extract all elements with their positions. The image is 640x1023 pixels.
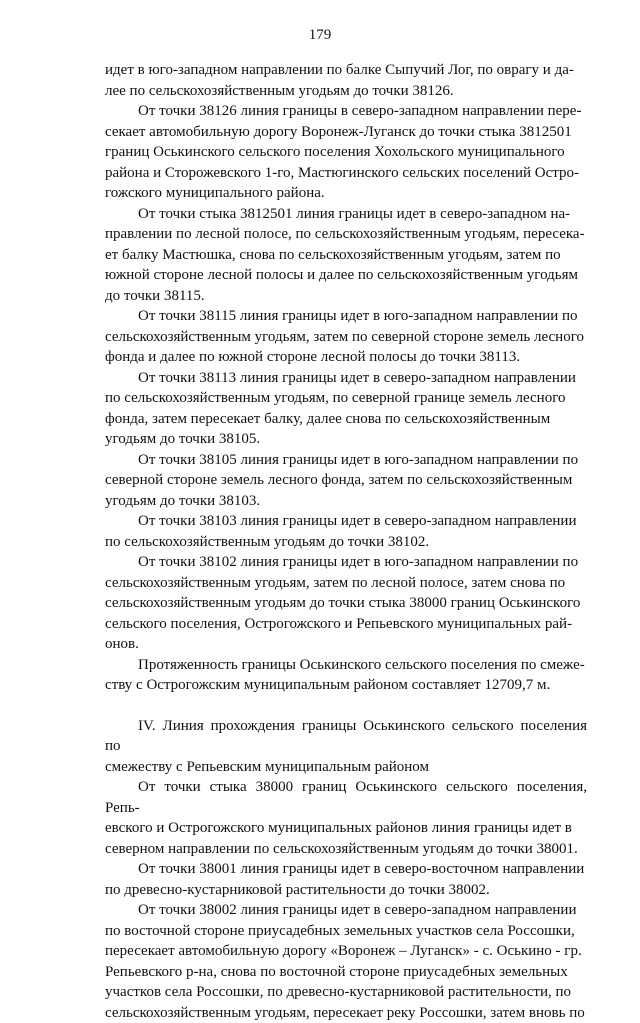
paragraph: От точки 38105 линия границы идет в юго-западном направлении по северной стороне земель лесного фонда, затем по сельскохозяйственным угодьям до точки 38103. <box>105 451 579 509</box>
paragraph: От точки 38103 линия границы идет в северо-западном направлении по сельскохозяйственным угодьям до точки 38102. <box>105 513 577 550</box>
document-body <box>105 60 587 1023</box>
paragraph: идет в юго-западном направлении по балке Сыпучий Лог, по оврагу и да- лее по сельскохозяйственным угодьям до точки 38126. <box>105 62 574 99</box>
paragraph: От точки 38126 линия границы в северо-западном направлении пере- секает автомобильную дорогу Воронеж-Луганск до точки стыка 3812501 границ Оськинского сельского поселения Хохольского муниципального района и Сторожевского 1-го, Мастюгинского сельских поселений Остро- гожского муниципального района. <box>105 103 582 201</box>
page-number: 179 <box>308 27 332 43</box>
paragraph: От точки 38001 линия границы идет в северо-восточном направлении по древесно-кустарниковой растительности до точки 38002. <box>105 861 585 898</box>
paragraph: От точки 38115 линия границы идет в юго-западном направлении по сельскохозяйственным угодьям, затем по северной стороне земель лесного фонда и далее по южной стороне лесной полосы до точки 38113. <box>105 308 584 365</box>
section-heading: IV. Линия прохождения границы Оськинского сельского поселения по смежеству с Репьевским муниципальным районом <box>105 717 587 775</box>
paragraph: От точки стыка 3812501 линия границы идет в северо-западном на- правлении по лесной полосе, по сельскохозяйственным угодьям, пересека- ет балку Мастюшка, снова по сельскохозяйственным угодьям, затем по южной стороне лесной полосы и далее по сельскохозяйственным угодьям до точки 38115. <box>105 205 585 304</box>
paragraph: От точки 38002 линия границы идет в северо-западном направлении по восточной стороне приусадебных земельных участков села Россошки, пересекает автомобильную дорогу «Воронеж – Луганск» - с. Оськино - гр. Репьевского р-на, снова по восточной стороне приусадебных земельных участков села Россошки, по древесно-кустарниковой растительности, по сельскохозяйственным угодьям, пересекает реку Россошки, затем вновь по <box>105 902 585 1021</box>
paragraph: От точки 38113 линия границы идет в северо-западном направлении по сельскохозяйственным угодьям, по северной границе земель лесного фонда, затем пересекает балку, далее снова по сельскохозяйственным угодьям до точки 38105. <box>105 369 576 447</box>
paragraph: От точки 38102 линия границы идет в юго-западном направлении по сельскохозяйственным угодьям, затем по лесной полосе, затем снова по сельскохозяйственным угодьям до точки стыка 38000 границ Оськинского сельского поселения, Острогожского и Репьевского муниципальных рай- онов. <box>105 554 581 652</box>
paragraph: Протяженность границы Оськинского сельского поселения по смеже- ству с Острогожским муниципальным районом составляет 12709,7 м. <box>105 656 585 693</box>
paragraph: От точки стыка 38000 границ Оськинского сельского поселения, Репь- евского и Острогожского муниципальных районов линия границы идет в северном направлении по сельскохозяйственным угодьям до точки 38001. <box>105 779 587 857</box>
